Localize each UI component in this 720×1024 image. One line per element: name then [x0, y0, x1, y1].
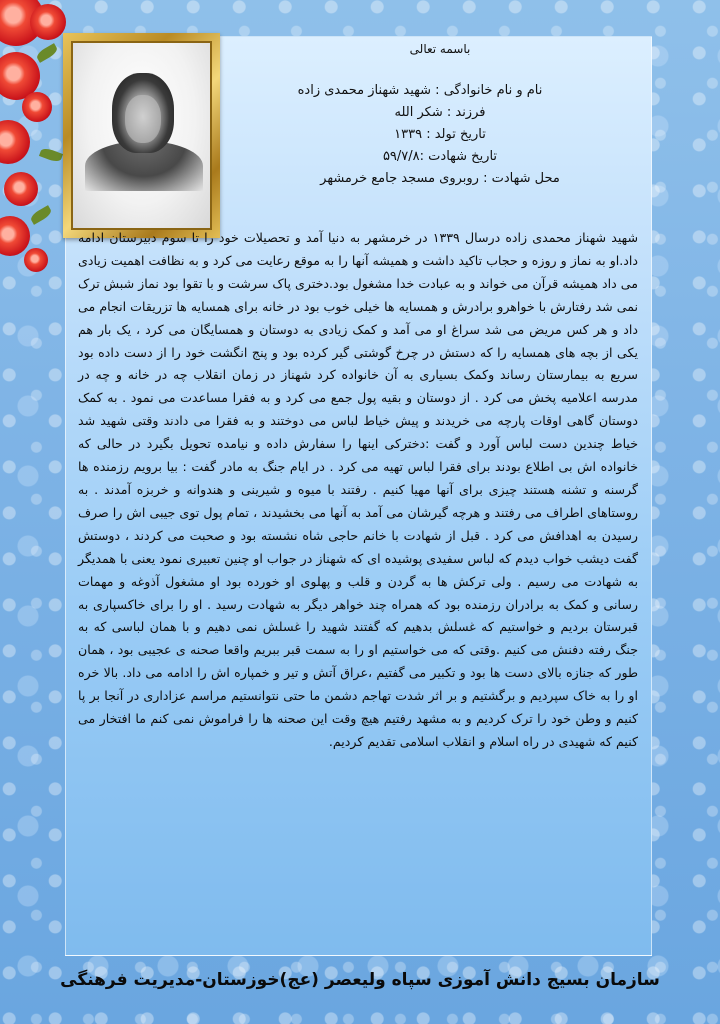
martyr-portrait: [71, 41, 212, 230]
rose-decoration: [0, 0, 70, 290]
birth-date-line: تاریخ تولد : ۱۳۳۹: [394, 127, 486, 142]
portrait-frame: [63, 33, 220, 238]
biography-text: شهید شهناز محمدی زاده درسال ۱۳۳۹ در خرمشهر به دنیا آمد و تحصیلات خود را تا سوم دبیرستان ادامه داد.او به نماز و روزه و حجاب تاکید داشت و همیشه آنها را به موقع رعایت می کرد و به نظافت اهمیت زیادی می داد همیشه قرآن می خواند و به عبادت خدا مشغول بود.دختری پاک سرشت و با تقوا بود نماز شبش ترک نمی شد رفتارش با خواهرو برادرش و همسایه ها خیلی خوب بود در خانه برای همسایه ها تزریقات انجام می داد و هر کس مریض می شد سراغ او می آمد و کمک زیادی به دوستان و همسایگان می کرد ، یک بار هم یکی از بچه های همسایه را که دستش در چرخ گوشتی گیر کرده بود و پنج انگشت خود را از دست داده بود سریع به بیمارستان رساند وکمک بسیاری به آن خانواده کرد شهناز در زمان انقلاب چه در خانه و چه در مدرسه اعلامیه پخش می کرد . از دوستان و بقیه پول جمع می کرد و به فقرا مساعدت می نمود . به کمک دوستان گاهی اوقات پارچه می خریدند و پیش خیاط لباس می دوختند و به فقرا می دادند وقتی شهید شد خیاط چندین دست لباس آورد و گفت :دخترکی اینها را سفارش داده و نیامده تحویل بگیرد در حالی که خانواده اش بی اطلاع بودند برای فقرا لباس تهیه می کرد . در ایام جنگ به مادر گفت : بیا برویم رزمنده ها گرسنه و تشنه هستند چیزی برای آنها مهیا کنیم . رفتند با میوه و شیرینی و هندوانه و خربزه آمدند . به روستاهای اطراف می رفتند و هرچه گیرشان می آمد به آنها می بخشیدند ، تمام پول توی جیبی اش را صرف رسیدن به اهدافش می کرد . قبل از شهادت با خانم حاجی شاه نشسته بود و صحبت می کردند ، دوستش گفت دیشب خواب دیدم که لباس سفیدی پوشیده ای که شهناز در جواب او چنین تعبیری نمود یعنی با همدیگر به شهادت می رسیم . ولی ترکش ها به گردن و قلب و پهلوی او خورده بود او مشغول آذوغه و مهمات رسانی و کمک به برادران رزمنده بود که همراه چند خواهر دیگر به شهادت رسید . او را برای خاکسپاری به قبرستان بردیم و خواستیم که غسلش بدهیم که گفتند شهید را غسلش نمی دهیم و با همان لباسی که به جنگ رفته دفنش می کنیم .وقتی که می خواستیم او را به سمت قبر ببریم واقعا صحنه ی عجیبی بود ، همان طور که جنازه بالای دست ها بود و تکبیر می گفتیم ،عراق آتش و تیر و خمپاره اش را ادامه می داد. بالا خره او را به خاک سپردیم و برگشتیم و بر اثر شدت تهاجم دشمن ما حتی نتوانستیم مراسم عزاداری در آنجا بر پا کنیم و وطن خود را ترک کردیم و به مشهد رفتیم هیچ وقت این صحنه ها را فراموش نمی کنم ما افتخار می کنیم که شهیدی در راه اسلام و انقلاب اسلامی تقدیم کردیم.: [78, 230, 639, 749]
child-of-line: فرزند : شکر الله: [394, 105, 486, 120]
martyrdom-date-line: تاریخ شهادت :۵۹/۷/۸: [382, 149, 498, 164]
footer-organization: سازمان بسیج دانش آموزی سپاه ولیعصر (عج)خوزستان-مدیریت فرهنگی: [60, 970, 660, 990]
bismillah-heading: باسمه تعالی: [409, 42, 471, 56]
martyrdom-place-line: محل شهادت : روبروی مسجد جامع خرمشهر: [320, 171, 560, 186]
name-line: نام و نام خانوادگی : شهید شهناز محمدی زاده: [297, 83, 543, 98]
header-info: [230, 42, 650, 190]
